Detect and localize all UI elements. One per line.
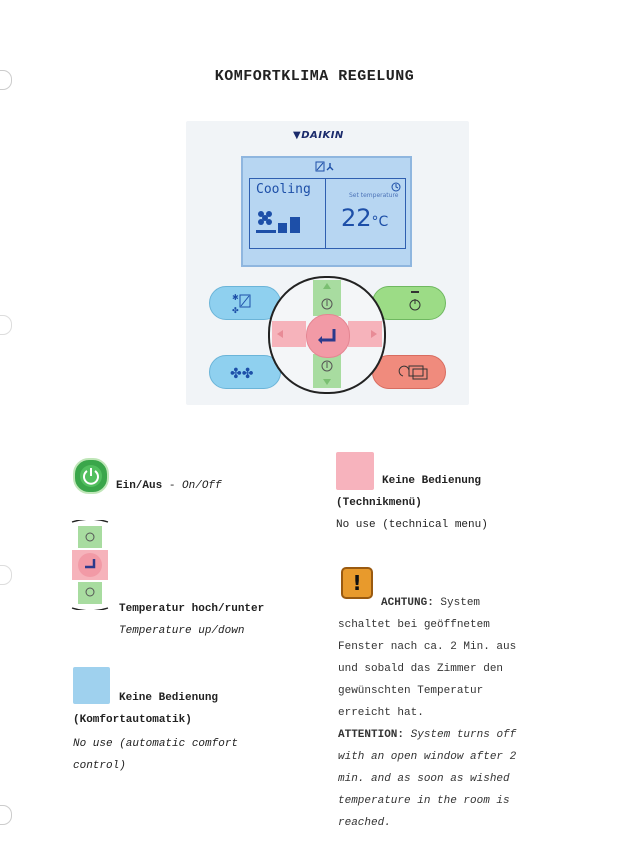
attention-de-line: gewünschten Temperatur [338,685,484,697]
attention-de-line: schaltet bei geöffnetem [338,619,490,631]
fan-speed-icon [256,208,316,234]
on-off-en: On/Off [182,480,222,492]
punch-hole-mark [0,565,12,585]
temp-legend-de: Temperatur hoch/runter [119,603,265,615]
comfort-legend-en1: No use (automatic comfort [73,738,239,750]
left-button[interactable] [272,321,306,347]
temperature-number: 22 [341,204,372,232]
tech-legend-en: No use (technical menu) [336,519,488,531]
attention-en-line1 [338,724,516,746]
attention-en-label: ATTENTION: [338,729,405,741]
temp-up-button[interactable] [313,280,341,316]
attention-en-line: temperature in the room is [338,795,510,807]
attention-de-line: und sobald das Zimmer den [338,663,504,675]
attention-en-line: with an open window after 2 [338,751,517,763]
punch-hole-mark [0,315,12,335]
attention-de-label: ACHTUNG: [381,597,434,609]
lcd-display [241,156,412,267]
fan-button[interactable] [209,355,281,389]
comfort-legend-en2: control) [73,760,126,772]
lcd-divider [325,178,326,248]
tech-legend-swatch [336,452,374,490]
temp-legend-icon [68,520,112,610]
brand-logo [293,130,363,141]
right-button[interactable] [348,321,382,347]
page-title: KOMFORTKLIMA REGELUNG [214,68,415,85]
temp-down-button[interactable] [313,354,341,388]
on-off-sep: - [162,480,183,492]
attention-de-line: Fenster nach ca. 2 Min. aus [338,641,517,653]
brand-name: DAIKIN [301,130,344,141]
attention-en-line: min. and as soon as wished [338,773,510,785]
punch-hole-mark [0,805,12,825]
svg-text:✱: ✱ [232,293,239,302]
warning-icon [341,567,373,599]
warning-glyph: ! [352,571,362,595]
attention-de-line1 [381,592,480,614]
on-off-de: Ein/Aus [116,480,163,492]
temperature-value [341,204,388,232]
svg-text:✤✤: ✤✤ [230,366,254,382]
temperature-unit: °C [371,214,389,230]
mode-text: Cooling [256,182,311,197]
comfort-legend-swatch [73,667,110,704]
clock-icon [391,179,401,189]
display-mode-icon [315,160,337,172]
comfort-legend-de1: Keine Bedienung [119,692,219,704]
set-temperature-label: Set temperature [349,192,399,199]
tech-legend-de1: Keine Bedienung [382,475,482,487]
svg-text:✤: ✤ [232,306,239,315]
attention-de-line: erreicht hat. [338,707,424,719]
attention-en-line: reached. [338,817,391,829]
on-off-legend-icon [73,458,109,494]
brand-logo-mark: ▼ [293,130,302,141]
tech-legend-de2: (Technikmenü) [336,497,422,509]
attention-de-text-0: System [440,597,481,609]
timer-menu-button[interactable] [372,355,446,389]
attention-en-text-0: System turns off [410,729,517,741]
temp-legend-en: Temperature up/down [119,625,245,637]
enter-button[interactable] [306,314,350,358]
on-off-legend-text [116,480,222,492]
comfort-legend-de2: (Komfortautomatik) [73,714,192,726]
punch-hole-mark [0,70,12,90]
